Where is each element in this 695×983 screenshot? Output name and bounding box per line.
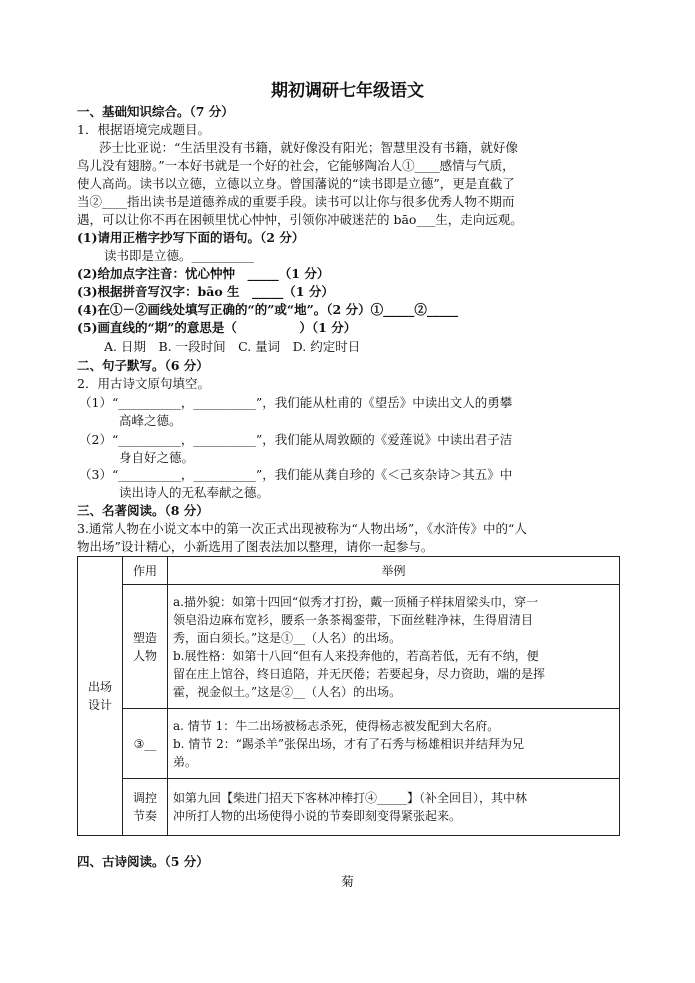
- example-line: 领皂沿边麻布宽衫，腰系一条茶褐銮带，下面丝鞋净袜，生得眉清目: [173, 612, 534, 627]
- example-control-pace: [168, 779, 620, 836]
- question-3-prompt-2: 物出场”设计精心，小新选用了图表法加以整理，请你一起参与。: [77, 539, 434, 554]
- recitation-item-3: （3）“__________，__________”，我们能从龚自珍的《＜己亥杂诗＞其五》中: [79, 467, 513, 482]
- section-4-heading: 四、古诗阅读。（5 分）: [77, 854, 209, 869]
- example-line: 留在庄上馆谷，终日追陪，并无厌倦；若要起身，尽力资助，端的是挥: [173, 666, 546, 681]
- sub-question-4: (4)在①－②画线处填写正确的“的”或“地”。（2 分）①_____②_____: [77, 302, 459, 317]
- role-blank-3: ③__: [123, 709, 168, 779]
- sub-question-3: (3)根据拼音写汉字：bāo 生 _____（1 分）: [77, 284, 334, 299]
- section-1-heading: 一、基础知识综合。（7 分）: [77, 104, 234, 119]
- question-3-prompt-1: 3.通常人物在小说文本中的第一次正式出现被称为“人物出场”，《水浒传》中的“人: [77, 521, 527, 536]
- passage-line-2: 鸟儿没有翅膀。”一本好书就是一个好的社会，它能够陶冶人①____感情与气质，: [77, 158, 515, 173]
- example-line: b. 情节 2：“踢杀羊”张保出场，才有了石秀与杨雄相识并结拜为兄: [173, 736, 525, 751]
- sub-question-1-line: 读书即是立德。__________: [104, 248, 255, 263]
- example-line: a. 情节 1：牛二出场被杨志杀死，使得杨志被发配到大名府。: [173, 718, 500, 733]
- role-pace-line-1: 调控: [132, 791, 157, 805]
- passage-line-1: 莎士比亚说：“生活里没有书籍，就好像没有阳光；智慧里没有书籍，就好像: [99, 140, 518, 155]
- example-line: 霍，视金似土。”这是②__（人名）的出场。: [173, 684, 402, 699]
- recitation-item-2-cont: 身自好之德。: [119, 450, 195, 465]
- example-line: a.描外貌：如第十四回“似秀才打扮，戴一顶桶子样抹眉梁头巾，穿一: [173, 594, 539, 609]
- passage-line-4: 当②____指出读书是道德养成的重要手段。读书可以让你与很多优秀人物不期而: [77, 194, 515, 209]
- left-header-line-1: 出场: [87, 680, 112, 694]
- page-title: 期初调研七年级语文: [271, 81, 424, 101]
- example-header: 举例: [168, 557, 620, 585]
- sub-question-1: (1)请用正楷字抄写下面的语句。（2 分）: [77, 230, 305, 245]
- role-control-pace: [123, 779, 168, 836]
- example-line: 弟。: [173, 754, 198, 769]
- example-line: 冲所打人物的出场使得小说的节奏即刻变得紧张起来。: [173, 809, 462, 823]
- question-1-prompt: 1．根据语境完成题目。: [77, 122, 210, 137]
- example-line: 秀，面白须长。”这是①__（人名）的出场。: [173, 630, 402, 645]
- answer-options: A. 日期 B. 一段时间 C. 量词 D. 约定时日: [104, 339, 361, 354]
- sub-question-2: (2)给加点字注音：忧心忡忡 _____（1 分）: [77, 266, 330, 281]
- section-3-heading: 三、名著阅读。（8 分）: [77, 503, 209, 518]
- recitation-item-2: （2）“__________，__________”，我们能从周敦颐的《爱莲说》中读出君子洁: [79, 432, 513, 447]
- passage-line-5: 遇，可以让你不再在困顿里忧心忡忡，引领你冲破迷茫的 bāo___生，走向远观。: [77, 212, 523, 227]
- page-footer: 菊: [341, 874, 354, 889]
- role-shape-line-1: 塑造: [132, 630, 157, 645]
- left-header-cell: [78, 557, 123, 836]
- example-plot: [168, 709, 620, 779]
- role-shape-character: [123, 585, 168, 709]
- sub-question-5: (5)画直线的“期”的意思是（ ）（1 分）: [77, 320, 357, 335]
- character-entrance-table: [77, 556, 620, 836]
- example-line: 如第九回【柴进门招天下客林冲棒打④_____】（补全回目），其中林: [173, 791, 528, 805]
- role-header: 作用: [123, 557, 168, 585]
- question-2-prompt: 2．用古诗文原句填空。: [77, 376, 210, 391]
- example-shape-character: [168, 585, 620, 709]
- left-header-line-2: 设计: [87, 698, 112, 712]
- example-line: b.展性格：如第十八回“但有人来投奔他的，若高若低，无有不纳，便: [173, 648, 539, 663]
- recitation-item-1-cont: 高峰之德。: [119, 413, 182, 428]
- recitation-item-1: （1）“__________，__________”，我们能从杜甫的《望岳》中读出文人的勇攀: [79, 395, 513, 410]
- role-shape-line-2: 人物: [132, 648, 157, 663]
- passage-line-3: 使人高尚。读书以立德，立德以立身。曾国藩说的“读书即是立德”，更是直截了: [77, 176, 515, 191]
- section-2-heading: 二、句子默写。（6 分）: [77, 358, 209, 373]
- recitation-item-3-cont: 读出诗人的无私奉献之德。: [119, 485, 270, 500]
- role-pace-line-2: 节奏: [132, 809, 157, 823]
